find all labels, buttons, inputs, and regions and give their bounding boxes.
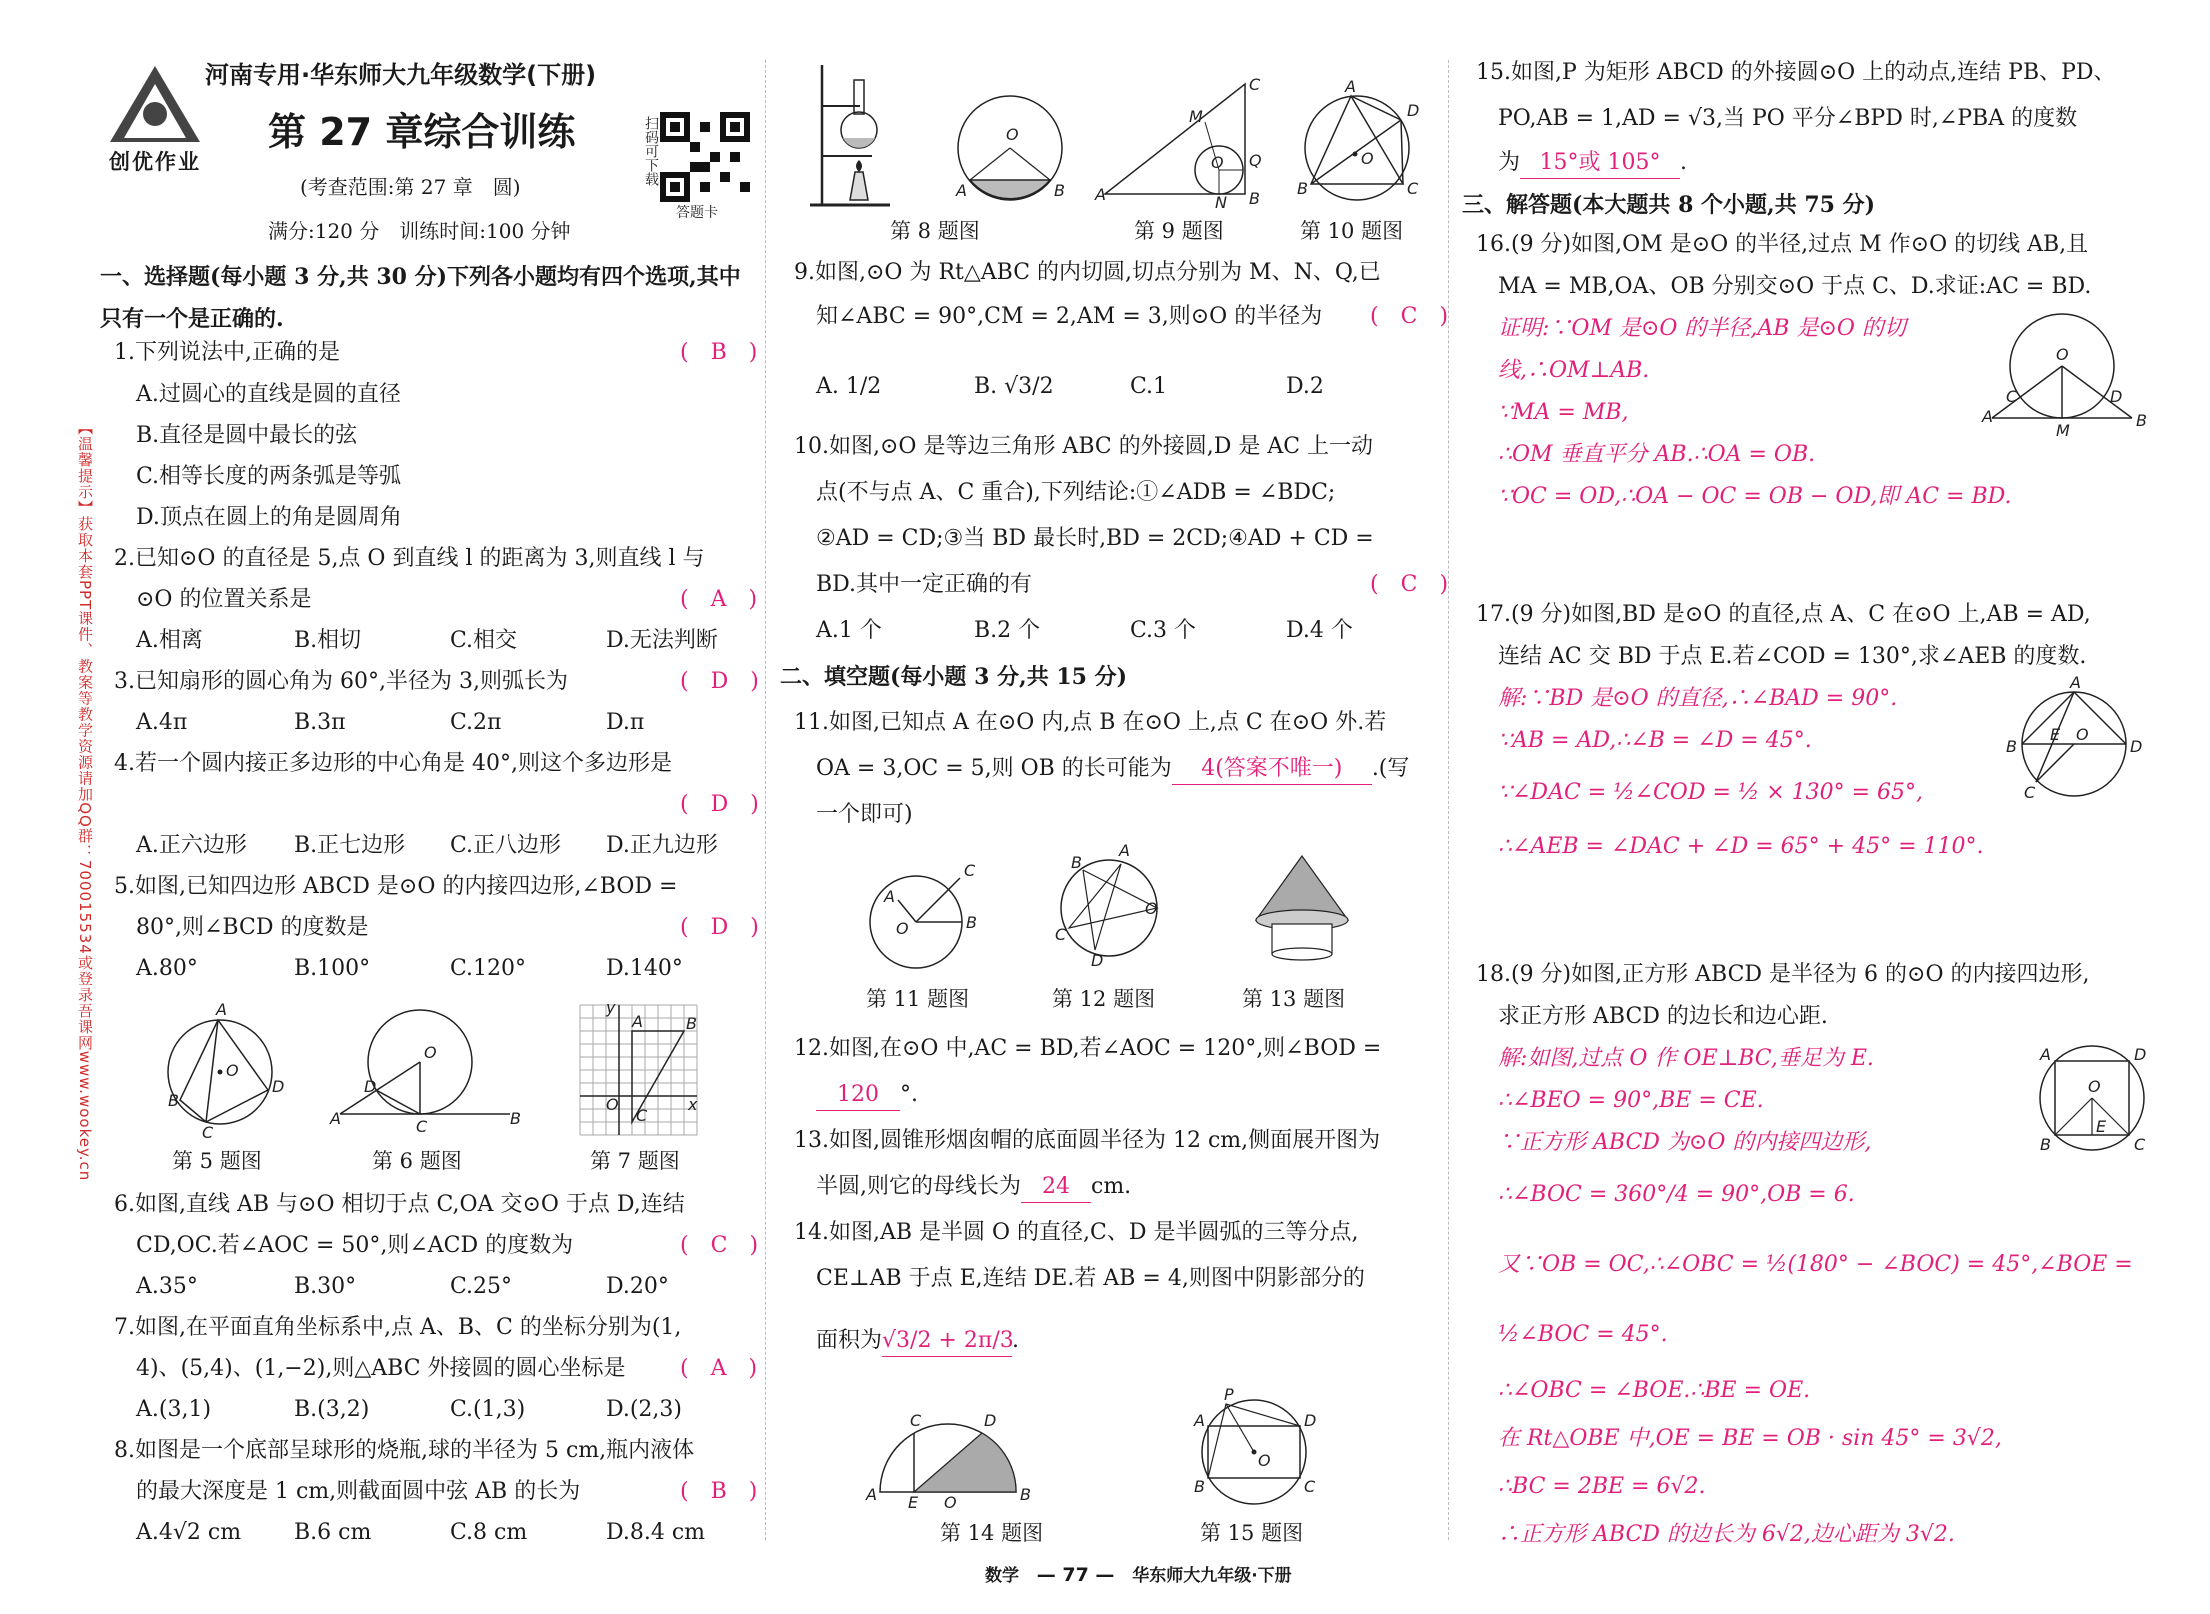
q15-stem-1: 15.如图,P 为矩形 ABCD 的外接圆⊙O 上的动点,连结 PB、PD、 bbox=[1476, 60, 2116, 85]
q17-solution-1: 解:∵BD 是⊙O 的直径,∴∠BAD = 90°. bbox=[1498, 686, 1898, 711]
svg-text:B: B bbox=[168, 1091, 179, 1110]
qr-label: 扫码可下载 bbox=[643, 116, 659, 186]
q1-option-a: A.过圆心的直线是圆的直径 bbox=[136, 382, 401, 407]
q7-option-b: B.(3,2) bbox=[294, 1397, 370, 1422]
svg-text:C: C bbox=[1055, 925, 1067, 944]
figure-7 bbox=[570, 995, 710, 1145]
q10-stem-1: 10.如图,⊙O 是等边三角形 ABC 的外接圆,D 是 AC 上一动 bbox=[794, 434, 1374, 459]
q9-option-b: B. √3/2 bbox=[974, 374, 1054, 399]
svg-text:B: B bbox=[2040, 1135, 2051, 1154]
q9-option-d: D.2 bbox=[1286, 374, 1324, 399]
q12-stem-2: 120 °. bbox=[816, 1080, 918, 1111]
q18-solution-5: 又∵OB = OC,∴∠OBC = ½(180° − ∠BOC) = 45°,∠BOE = bbox=[1498, 1252, 2133, 1277]
q1-stem: 1.下列说法中,正确的是 bbox=[114, 340, 340, 365]
caption-fig-12: 第 12 题图 bbox=[1052, 987, 1156, 1011]
q6-option-c: C.25° bbox=[450, 1274, 513, 1299]
svg-text:B: B bbox=[1020, 1485, 1031, 1504]
q3-option-c: C.2π bbox=[450, 710, 502, 735]
svg-text:A: A bbox=[2040, 1045, 2051, 1064]
figure-8-flask bbox=[800, 60, 910, 210]
q2-answer: ( A ) bbox=[680, 587, 758, 612]
footer-book: 华东师大九年级·下册 bbox=[1132, 1566, 1292, 1586]
series-title: 河南专用·华东师大九年级数学(下册) bbox=[205, 61, 597, 89]
svg-text:A: A bbox=[330, 1109, 341, 1128]
svg-text:C: C bbox=[1249, 75, 1261, 94]
q5-stem-1: 5.如图,已知四边形 ABCD 是⊙O 的内接四边形,∠BOD = bbox=[114, 874, 678, 899]
svg-text:O: O bbox=[606, 1095, 619, 1114]
q11-stem-2: OA = 3,OC = 5,则 OB 的长可能为 4(答案不唯一) .(写 bbox=[816, 754, 1409, 785]
q18-solution-2: ∴∠BEO = 90°,BE = CE. bbox=[1498, 1088, 1764, 1113]
q9-answer: ( C ) bbox=[1370, 304, 1449, 329]
q5-stem-2: 80°,则∠BCD 的度数是 bbox=[136, 915, 369, 940]
svg-text:C: C bbox=[636, 1106, 648, 1125]
q3-option-a: A.4π bbox=[136, 710, 188, 735]
q8-option-a: A.4√2 cm bbox=[136, 1520, 242, 1545]
svg-text:y: y bbox=[606, 998, 616, 1017]
q8-option-d: D.8.4 cm bbox=[606, 1520, 706, 1545]
q18-stem-1: 18.(9 分)如图,正方形 ABCD 是半径为 6 的⊙O 的内接四边形, bbox=[1476, 962, 2090, 987]
svg-text:Q: Q bbox=[1249, 151, 1262, 170]
svg-text:B: B bbox=[510, 1109, 521, 1128]
q7-option-d: D.(2,3) bbox=[606, 1397, 683, 1422]
section-choice: 一、选择题(每小题 3 分,共 30 分)下列各小题均有四个选项,其中只有一个是正确的. bbox=[100, 264, 741, 332]
svg-text:B: B bbox=[1249, 189, 1260, 208]
svg-text:C: C bbox=[964, 861, 976, 880]
q7-stem-1: 7.如图,在平面直角坐标系中,点 A、B、C 的坐标分别为(1, bbox=[114, 1315, 682, 1340]
svg-text:O: O bbox=[944, 1493, 957, 1512]
svg-text:A: A bbox=[2070, 673, 2081, 692]
q9-option-a: A. 1/2 bbox=[816, 374, 882, 399]
q8-option-b: B.6 cm bbox=[294, 1520, 372, 1545]
chapter-title: 第 27 章综合训练 bbox=[268, 110, 576, 154]
q5-answer: ( D ) bbox=[680, 915, 759, 940]
q18-solution-8: 在 Rt△OBE 中,OE = BE = OB · sin 45° = 3√2, bbox=[1498, 1426, 2002, 1451]
svg-text:C: C bbox=[2134, 1135, 2146, 1154]
figure-8-circle bbox=[950, 90, 1080, 210]
q16-solution-1: 证明:∵OM 是⊙O 的半径,AB 是⊙O 的切 bbox=[1498, 316, 1906, 341]
q11-stem-1: 11.如图,已知点 A 在⊙O 内,点 B 在⊙O 上,点 C 在⊙O 外.若 bbox=[794, 710, 1387, 735]
q6-option-b: B.30° bbox=[294, 1274, 357, 1299]
caption-fig-11: 第 11 题图 bbox=[866, 987, 970, 1011]
q1-answer: ( B ) bbox=[680, 340, 758, 365]
q2-stem-2: ⊙O 的位置关系是 bbox=[136, 587, 312, 612]
q14-stem-1: 14.如图,AB 是半圆 O 的直径,C、D 是半圆弧的三等分点, bbox=[794, 1220, 1359, 1245]
q3-option-b: B.3π bbox=[294, 710, 346, 735]
q3-stem: 3.已知扇形的圆心角为 60°,半径为 3,则弧长为 bbox=[114, 669, 568, 694]
svg-text:D: D bbox=[364, 1077, 377, 1096]
figure-12 bbox=[1045, 842, 1175, 972]
svg-text:D: D bbox=[1091, 951, 1104, 970]
svg-text:B: B bbox=[1194, 1477, 1205, 1496]
q2-option-b: B.相切 bbox=[294, 628, 362, 653]
q7-option-c: C.(1,3) bbox=[450, 1397, 526, 1422]
q8-option-c: C.8 cm bbox=[450, 1520, 528, 1545]
q13-stem-2: 半圆,则它的母线长为 24 cm. bbox=[816, 1172, 1131, 1203]
section-solve: 三、解答题(本大题共 8 个小题,共 75 分) bbox=[1462, 192, 1876, 218]
svg-text:O: O bbox=[1258, 1451, 1271, 1470]
svg-text:C: C bbox=[2024, 783, 2036, 802]
q18-solution-3: ∵正方形 ABCD 为⊙O 的内接四边形, bbox=[1498, 1130, 1872, 1155]
q18-solution-1: 解:如图,过点 O 作 OE⊥BC,垂足为 E. bbox=[1498, 1046, 1874, 1071]
svg-text:B: B bbox=[1297, 179, 1308, 198]
q18-solution-9: ∴BC = 2BE = 6√2. bbox=[1498, 1474, 1706, 1499]
qr-caption: 答题卡 bbox=[676, 205, 718, 221]
q12-blank[interactable]: 120 bbox=[816, 1080, 900, 1111]
svg-text:C: C bbox=[202, 1123, 214, 1142]
figure-10 bbox=[1295, 77, 1425, 210]
q7-option-a: A.(3,1) bbox=[136, 1397, 212, 1422]
q6-stem-1: 6.如图,直线 AB 与⊙O 相切于点 C,OA 交⊙O 于点 D,连结 bbox=[114, 1192, 685, 1217]
svg-text:B: B bbox=[2006, 737, 2017, 756]
svg-text:N: N bbox=[1215, 193, 1227, 212]
q16-solution-3: ∵MA = MB, bbox=[1498, 400, 1629, 425]
caption-fig-5: 第 5 题图 bbox=[172, 1149, 262, 1173]
q17-solution-3: ∵∠DAC = ½∠COD = ½ × 130° = 65°, bbox=[1498, 780, 1924, 805]
q15-stem-2: PO,AB = 1,AD = √3,当 PO 平分∠BPD 时,∠PBA 的度数 bbox=[1498, 106, 2078, 131]
svg-text:O: O bbox=[2088, 1077, 2101, 1096]
q9-stem-2: 知∠ABC = 90°,CM = 2,AM = 3,则⊙O 的半径为 bbox=[816, 304, 1323, 329]
q18-solution-4: ∴∠BOC = 360°/4 = 90°,OB = 6. bbox=[1498, 1182, 1855, 1207]
q13-stem-1: 13.如图,圆锥形烟囱帽的底面圆半径为 12 cm,侧面展开图为 bbox=[794, 1128, 1381, 1153]
q16-solution-4: ∴OM 垂直平分 AB.∴OA = OB. bbox=[1498, 442, 1816, 467]
caption-fig-6: 第 6 题图 bbox=[372, 1149, 462, 1173]
q17-solution-2: ∵AB = AD,∴∠B = ∠D = 45°. bbox=[1498, 728, 1812, 753]
q4-answer: ( D ) bbox=[680, 792, 759, 817]
svg-text:A: A bbox=[632, 1012, 643, 1031]
svg-text:C: C bbox=[416, 1117, 428, 1136]
caption-fig-10: 第 10 题图 bbox=[1300, 219, 1404, 243]
svg-text:D: D bbox=[272, 1077, 285, 1096]
q7-stem-2: 4)、(5,4)、(1,−2),则△ABC 外接圆的圆心坐标是 bbox=[136, 1356, 626, 1381]
q13-blank[interactable]: 24 bbox=[1021, 1172, 1091, 1203]
figure-17 bbox=[2002, 673, 2152, 810]
svg-text:E: E bbox=[2050, 725, 2061, 744]
svg-text:O: O bbox=[1361, 149, 1374, 168]
q4-option-d: D.正九边形 bbox=[606, 833, 718, 858]
q5-option-b: B.100° bbox=[294, 956, 371, 981]
q9-stem-1: 9.如图,⊙O 为 Rt△ABC 的内切圆,切点分别为 M、N、Q,已 bbox=[794, 260, 1381, 285]
svg-text:C: C bbox=[910, 1411, 922, 1430]
svg-text:D: D bbox=[2130, 737, 2143, 756]
q6-answer: ( C ) bbox=[680, 1233, 759, 1258]
footer-page: — 77 — bbox=[1036, 1564, 1115, 1586]
svg-text:A: A bbox=[1194, 1411, 1205, 1430]
q6-stem-2: CD,OC.若∠AOC = 50°,则∠ACD 的度数为 bbox=[136, 1233, 574, 1258]
svg-text:A: A bbox=[216, 1000, 227, 1019]
figure-5 bbox=[150, 1000, 290, 1140]
q6-option-d: D.20° bbox=[606, 1274, 669, 1299]
q17-stem-2: 连结 AC 交 BD 于点 E.若∠COD = 130°,求∠AEB 的度数. bbox=[1498, 644, 2087, 669]
q14-blank[interactable]: √3/2 + 2π/3 bbox=[882, 1326, 1012, 1357]
q10-answer: ( C ) bbox=[1370, 572, 1449, 597]
svg-text:P: P bbox=[1224, 1385, 1234, 1404]
figure-14 bbox=[860, 1400, 1040, 1510]
q9-option-c: C.1 bbox=[1130, 374, 1168, 399]
svg-text:C: C bbox=[1407, 179, 1419, 198]
caption-fig-14: 第 14 题图 bbox=[940, 1521, 1044, 1545]
section-fill: 二、填空题(每小题 3 分,共 15 分) bbox=[780, 664, 1128, 690]
q8-stem-2: 的最大深度是 1 cm,则截面圆中弦 AB 的长为 bbox=[136, 1479, 581, 1504]
svg-text:O: O bbox=[1211, 153, 1224, 172]
figure-16 bbox=[1982, 310, 2152, 440]
caption-fig-8: 第 8 题图 bbox=[890, 219, 980, 243]
scope-text: (考查范围:第 27 章 圆) bbox=[300, 175, 521, 199]
q10-option-a: A.1 个 bbox=[816, 618, 882, 643]
q2-option-d: D.无法判断 bbox=[606, 628, 718, 653]
svg-text:B: B bbox=[2136, 411, 2147, 430]
svg-text:B: B bbox=[1071, 853, 1082, 872]
meta-text: 满分:120 分 训练时间:100 分钟 bbox=[268, 219, 571, 243]
q4-option-a: A.正六边形 bbox=[136, 833, 247, 858]
q11-blank[interactable]: 4(答案不唯一) bbox=[1172, 754, 1372, 785]
caption-fig-9: 第 9 题图 bbox=[1134, 219, 1224, 243]
q2-option-c: C.相交 bbox=[450, 628, 518, 653]
svg-text:A: A bbox=[884, 887, 895, 906]
q17-solution-4: ∴∠AEB = ∠DAC + ∠D = 65° + 45° = 110°. bbox=[1498, 834, 1984, 859]
q16-stem-1: 16.(9 分)如图,OM 是⊙O 的半径,过点 M 作⊙O 的切线 AB,且 bbox=[1476, 232, 2089, 257]
q16-solution-5: ∵OC = OD,∴OA − OC = OB − OD,即 AC = BD. bbox=[1498, 484, 2012, 509]
brand-name: 创优作业 bbox=[109, 150, 201, 174]
q14-stem-2: CE⊥AB 于点 E,连结 DE.若 AB = 4,则图中阴影部分的 bbox=[816, 1266, 1365, 1291]
q10-stem-3: ②AD = CD;③当 BD 最长时,BD = 2CD;④AD + CD = bbox=[816, 526, 1374, 551]
svg-text:A: A bbox=[1982, 407, 1993, 426]
q3-answer: ( D ) bbox=[680, 669, 759, 694]
svg-text:A: A bbox=[866, 1485, 877, 1504]
footer bbox=[985, 1560, 1292, 1591]
q10-stem-2: 点(不与点 A、C 重合),下列结论:①∠ADB = ∠BDC; bbox=[816, 480, 1336, 505]
q16-solution-2: 线,∴OM⊥AB. bbox=[1498, 358, 1650, 383]
q7-answer: ( A ) bbox=[680, 1356, 758, 1381]
caption-fig-13: 第 13 题图 bbox=[1242, 987, 1346, 1011]
caption-fig-15: 第 15 题图 bbox=[1200, 1521, 1304, 1545]
svg-text:C: C bbox=[2006, 387, 2018, 406]
svg-text:M: M bbox=[1189, 107, 1203, 126]
q5-option-a: A.80° bbox=[136, 956, 198, 981]
q8-stem-1: 8.如图是一个底部呈球形的烧瓶,球的半径为 5 cm,瓶内液体 bbox=[114, 1438, 695, 1463]
q10-option-d: D.4 个 bbox=[1286, 618, 1353, 643]
side-note: 【温馨提示】获取本套PPT课件、教案等教学资源请加QQ群：700015534或登录吾课网www.wookey.cn bbox=[76, 420, 94, 1182]
figure-15 bbox=[1180, 1385, 1330, 1512]
q4-option-c: C.正八边形 bbox=[450, 833, 562, 858]
qr-code-icon bbox=[660, 112, 750, 202]
q11-stem-3: 一个即可) bbox=[816, 802, 913, 827]
q10-stem-4: BD.其中一定正确的有 bbox=[816, 572, 1033, 597]
q8-answer: ( B ) bbox=[680, 1479, 758, 1504]
q4-stem: 4.若一个圆内接正多边形的中心角是 40°,则这个多边形是 bbox=[114, 751, 672, 776]
q10-option-c: C.3 个 bbox=[1130, 618, 1197, 643]
column-divider-2 bbox=[1448, 60, 1449, 1540]
svg-text:E: E bbox=[2096, 1117, 2107, 1136]
svg-text:A: A bbox=[1095, 185, 1106, 204]
q14-stem-3: 面积为√3/2 + 2π/3. bbox=[816, 1326, 1019, 1357]
svg-text:E: E bbox=[908, 1493, 919, 1512]
qr-code[interactable] bbox=[660, 112, 750, 202]
svg-text:B: B bbox=[966, 913, 977, 932]
q18-stem-2: 求正方形 ABCD 的边长和边心距. bbox=[1498, 1004, 1828, 1029]
svg-text:D: D bbox=[1407, 101, 1420, 120]
svg-text:A: A bbox=[1119, 841, 1130, 860]
svg-text:O: O bbox=[1006, 125, 1019, 144]
svg-text:O: O bbox=[1145, 899, 1158, 918]
brand-logo bbox=[100, 62, 210, 172]
q17-stem-1: 17.(9 分)如图,BD 是⊙O 的直径,点 A、C 在⊙O 上,AB = AD, bbox=[1476, 602, 2091, 627]
q12-stem-1: 12.如图,在⊙O 中,AC = BD,若∠AOC = 120°,则∠BOD = bbox=[794, 1036, 1382, 1061]
svg-text:A: A bbox=[1345, 77, 1356, 96]
q5-option-c: C.120° bbox=[450, 956, 527, 981]
column-divider-1 bbox=[765, 60, 766, 1540]
svg-text:D: D bbox=[2110, 387, 2123, 406]
q1-option-b: B.直径是圆中最长的弦 bbox=[136, 423, 358, 448]
svg-text:A: A bbox=[956, 181, 967, 200]
svg-text:D: D bbox=[1304, 1411, 1317, 1430]
caption-fig-7: 第 7 题图 bbox=[590, 1149, 680, 1173]
q3-option-d: D.π bbox=[606, 710, 645, 735]
svg-text:B: B bbox=[1054, 181, 1065, 200]
q2-stem-1: 2.已知⊙O 的直径是 5,点 O 到直线 l 的距离为 3,则直线 l 与 bbox=[114, 546, 705, 571]
figure-9 bbox=[1095, 70, 1265, 210]
figure-13-cone bbox=[1240, 850, 1380, 970]
q4-option-b: B.正七边形 bbox=[294, 833, 406, 858]
figure-6 bbox=[330, 1000, 520, 1140]
svg-text:O: O bbox=[2076, 725, 2089, 744]
svg-text:O: O bbox=[2056, 345, 2069, 364]
q5-option-d: D.140° bbox=[606, 956, 683, 981]
svg-text:O: O bbox=[226, 1061, 239, 1080]
q18-solution-10: ∴正方形 ABCD 的边长为 6√2,边心距为 3√2. bbox=[1498, 1522, 1955, 1547]
footer-subject: 数学 bbox=[985, 1566, 1019, 1586]
q15-stem-3: 为 15°或 105° . bbox=[1498, 148, 1687, 179]
svg-text:x: x bbox=[688, 1095, 698, 1114]
figure-11 bbox=[860, 860, 990, 970]
svg-text:C: C bbox=[1304, 1477, 1316, 1496]
svg-text:B: B bbox=[686, 1014, 697, 1033]
q1-option-d: D.顶点在圆上的角是圆周角 bbox=[136, 505, 402, 530]
svg-text:M: M bbox=[2056, 421, 2070, 440]
svg-text:O: O bbox=[424, 1043, 437, 1062]
q6-option-a: A.35° bbox=[136, 1274, 198, 1299]
svg-text:D: D bbox=[2134, 1045, 2147, 1064]
figure-18 bbox=[2032, 1040, 2162, 1160]
q15-blank[interactable]: 15°或 105° bbox=[1520, 148, 1680, 179]
svg-text:O: O bbox=[896, 919, 909, 938]
q16-stem-2: MA = MB,OA、OB 分别交⊙O 于点 C、D.求证:AC = BD. bbox=[1498, 274, 2092, 299]
q1-option-c: C.相等长度的两条弧是等弧 bbox=[136, 464, 402, 489]
q18-solution-6: ½∠BOC = 45°. bbox=[1498, 1322, 1668, 1347]
q10-option-b: B.2 个 bbox=[974, 618, 1041, 643]
svg-text:D: D bbox=[984, 1411, 997, 1430]
q18-solution-7: ∴∠OBC = ∠BOE.∴BE = OE. bbox=[1498, 1378, 1811, 1403]
q2-option-a: A.相离 bbox=[136, 628, 203, 653]
